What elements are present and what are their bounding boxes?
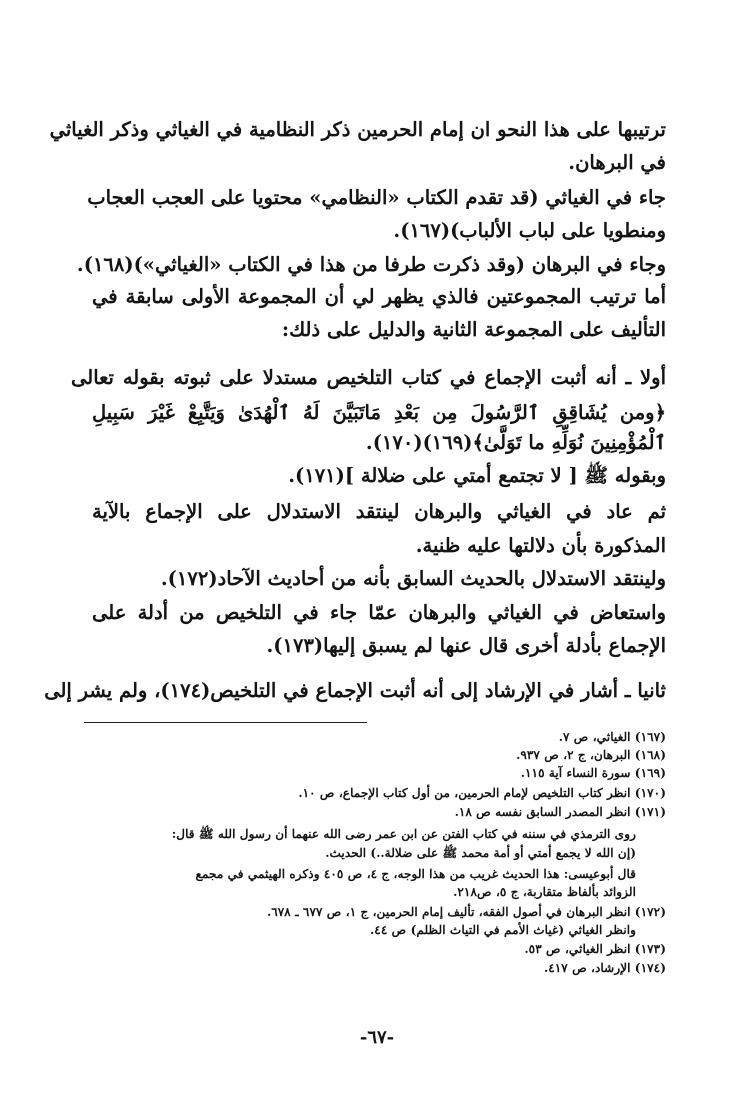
body-line: وبقوله ﷺ [ لا تجتمع أمتي على ضلالة ](١٧١). [288, 464, 666, 487]
footnote-continuation: روى الترمذي في سننه في كتاب الفتن عن ابن عمر رضى الله عنهما أن رسول الله ﷺ قال: [171, 827, 636, 841]
footnote: (١٦٨) البرهان، ج ٢، ص ٩٣٧. [516, 748, 666, 762]
body-line: ومنطويا على لباب الألباب)(١٦٧). [393, 219, 666, 242]
body-line: المذكورة بأن دلالتها عليه ظنية. [415, 534, 666, 557]
body-line: في البرهان. [568, 151, 666, 174]
body-line: ولينتقد الاستدلال بالحديث السابق بأنه من أحاديث الآحاد(١٧٢). [160, 567, 666, 590]
footnote-continuation: وانظر الغياثي (غياث الأمم في التياث الظلم) ص ٤٤. [370, 923, 636, 937]
body-line: ترتيبها على هذا النحو ان إمام الحرمين ذكر النظامية في الغياثي وذكر الغياثي [49, 118, 666, 141]
footnote: (١٦٧) الغياثي، ص ٧. [558, 730, 666, 744]
quran-verse: ﴿ومن يُشَاقِقِ ٱلرَّسُولَ مِن بَعْدِ مَاتَبَيَّنَ لَهُ ٱلْهُدَىٰ وَيَتَّبِعْ غَيْرَ سَبِيلِ [92, 401, 666, 424]
body-line: ثانيا ـ أشار في الإرشاد إلى أنه أثبت الإجماع في التلخيص(١٧٤)، ولم يشر إلى [44, 679, 666, 702]
body-line: أولا ـ أنه أثبت الإجماع في كتاب التلخيص مستدلا على ثبوته بقوله تعالى [71, 366, 666, 389]
body-line: وجاء في البرهان (وقد ذكرت طرفا من هذا في الكتاب «الغياثي»)(١٦٨). [76, 253, 666, 276]
body-line: أما ترتيب المجموعتين فالذي يظهر لي أن المجموعة الأولى سابقة في [92, 285, 666, 308]
body-line: واستعاض في الغياثي والبرهان عمّا جاء في التلخيص من أدلة على [92, 601, 666, 624]
footnote-continuation: قال أبوعيسى: هذا الحديث غريب من هذا الوجه، ج ٤، ص ٤٠٥ وذكره الهيثمي في مجمع [195, 867, 636, 881]
footnote: (١٧١) انظر المصدر السابق نفسه ص ١٨. [454, 805, 666, 819]
body-line: ثم عاد في الغياثي والبرهان لينتقد الاستدلال على الإجماع بالآية [92, 500, 666, 523]
footnote: (١٧٣) انظر الغياثي، ص ٥٣. [524, 942, 666, 956]
footnote: (١٧٤) الإرشاد، ص ٤١٧. [543, 961, 666, 975]
footnote-continuation: (إن الله لا يجمع أمتي أو أمة محمد ﷺ على ضلالة..) الحديث. [325, 846, 636, 860]
footnote: (١٧٢) انظر البرهان في أصول الفقه، تأليف إمام الحرمين، ج ١، ص ٦٧٧ ـ ٦٧٨. [266, 905, 666, 919]
body-line: جاء في الغياثي (قد تقدم الكتاب «النظامي» محتويا على العجب العجاب [87, 186, 666, 209]
footnote-separator [84, 722, 367, 723]
body-line: التأليف على المجموعة الثانية والدليل على ذلك: [281, 318, 666, 341]
footnote-continuation: الزوائد بألفاظ متقاربة، ج ٥، ص٢١٨. [453, 885, 636, 899]
body-line: الإجماع بأدلة أخرى قال عنها لم يسبق إليها(١٧٣). [266, 634, 666, 657]
footnote: (١٦٩) سورة النساء آية ١١٥. [520, 766, 666, 780]
quran-verse: ٱلْمُؤْمِنِينَ نُوَلِّهِ ما تَوَلَّىٰ﴾(١٦٩)(١٧٠). [365, 431, 666, 454]
footnote: (١٧٠) انظر كتاب التلخيص لإمام الحرمين، من أول كتاب الإجماع، ص ١٠. [298, 786, 666, 800]
page-number: -٦٧- [359, 1027, 395, 1048]
